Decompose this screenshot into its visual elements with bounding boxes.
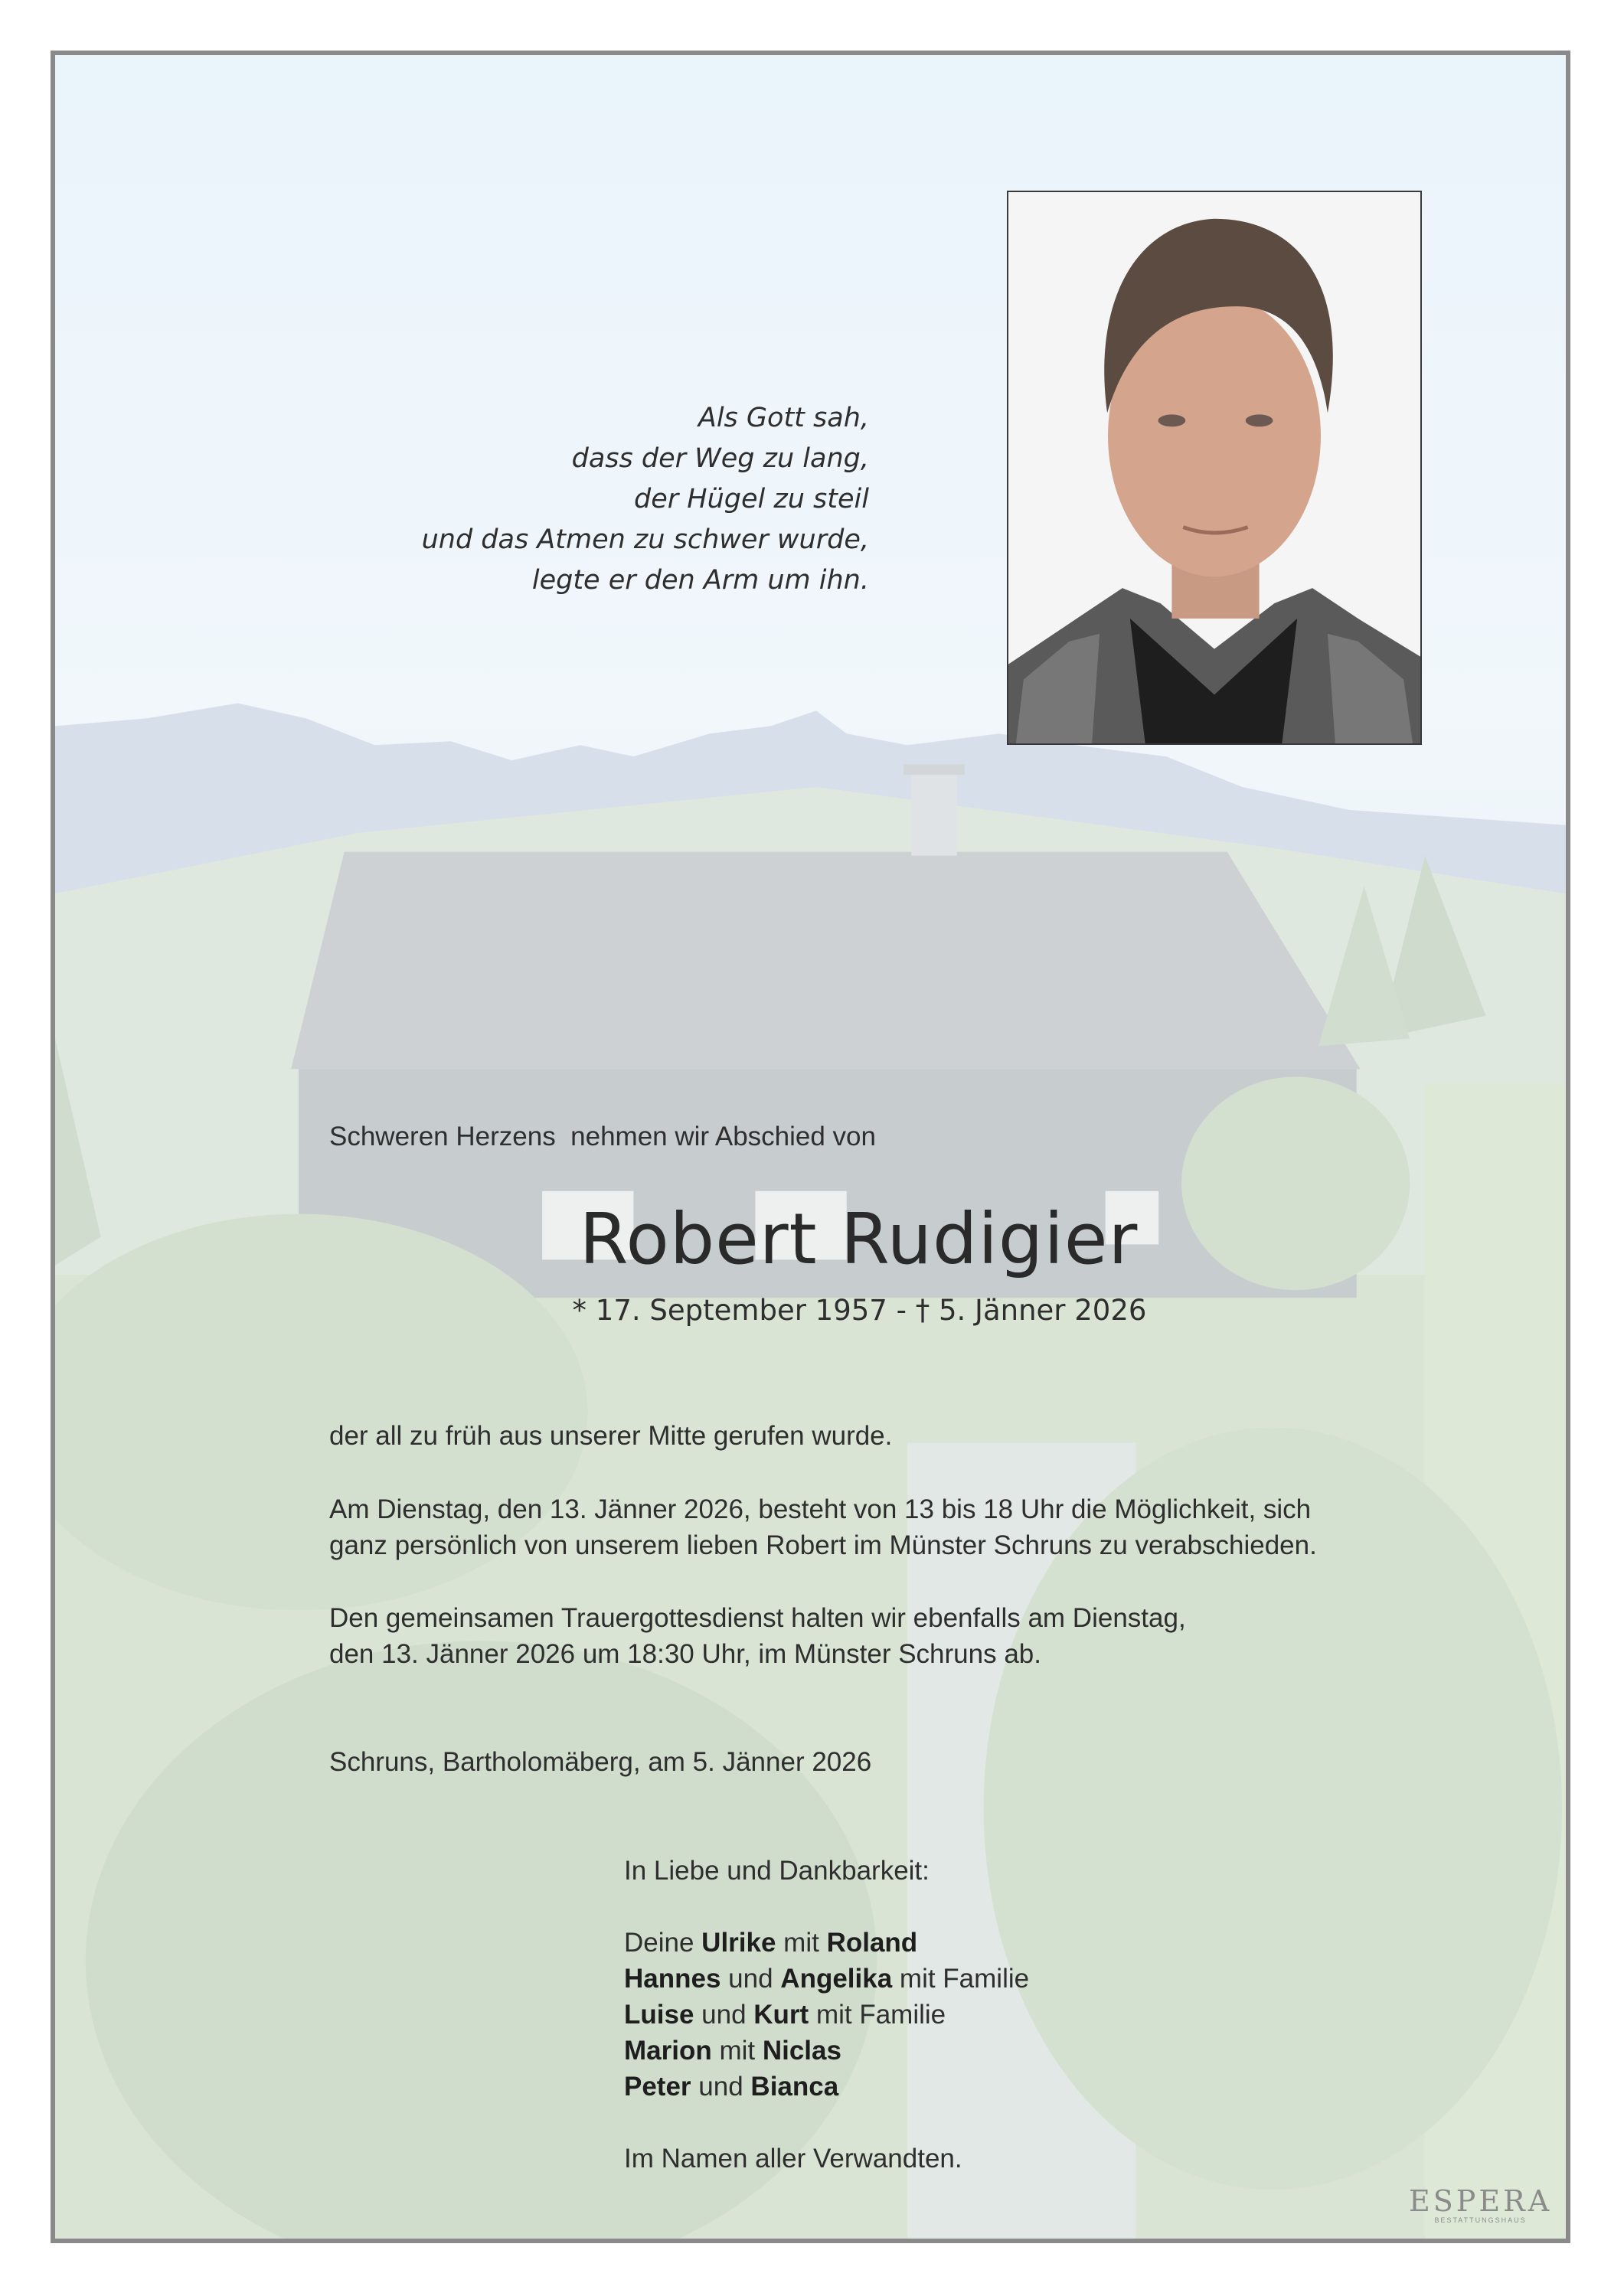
intro-text: Schweren Herzens nehmen wir Abschied von — [329, 1122, 876, 1151]
poem-line: dass der Weg zu lang, — [571, 443, 869, 474]
portrait-photo — [1007, 191, 1422, 745]
logo-wordmark: ESPERA — [1409, 2184, 1553, 2218]
logo-subtitle: BESTATTUNGSHAUS — [1434, 2216, 1527, 2224]
paragraph-1: der all zu früh aus unserer Mitte gerufen wurde. — [329, 1421, 893, 1451]
paragraph-3-line-1: Den gemeinsamen Trauergottesdienst halten wir ebenfalls am Dienstag, — [329, 1603, 1186, 1633]
life-dates: * 17. September 1957 - † 5. Jänner 2026 — [572, 1294, 1147, 1327]
paragraph-2-line-2: ganz persönlich von unserem lieben Robert im Münster Schruns zu verabschieden. — [329, 1530, 1317, 1560]
mourner-line: Luise und Kurt mit Familie — [624, 2000, 946, 2030]
signature-heading: In Liebe und Dankbarkeit: — [624, 1856, 930, 1886]
poem-line: Als Gott sah, — [698, 403, 869, 433]
mourner-line: Hannes und Angelika mit Familie — [624, 1964, 1030, 1994]
place-date: Schruns, Bartholomäberg, am 5. Jänner 2026 — [329, 1747, 872, 1777]
signature-closing: Im Namen aller Verwandten. — [624, 2144, 962, 2174]
mourner-line: Peter und Bianca — [624, 2072, 839, 2102]
poem-line: und das Atmen zu schwer wurde, — [421, 524, 869, 555]
paragraph-2-line-1: Am Dienstag, den 13. Jänner 2026, besteht von 13 bis 18 Uhr die Möglichkeit, sich — [329, 1494, 1312, 1524]
paragraph-3-line-2: den 13. Jänner 2026 um 18:30 Uhr, im Münster Schruns ab. — [329, 1639, 1041, 1669]
poem-line: der Hügel zu steil — [634, 484, 869, 514]
mourner-line: Deine Ulrike mit Roland — [624, 1928, 918, 1958]
portrait-image — [1008, 192, 1420, 743]
espera-logo — [1409, 2186, 1552, 2224]
mourner-line: Marion mit Niclas — [624, 2036, 841, 2066]
signature-block — [624, 1853, 1029, 2177]
deceased-name: Robert Rudigier — [579, 1198, 1139, 1280]
poem — [422, 398, 869, 601]
poem-line: legte er den Arm um ihn. — [531, 565, 869, 596]
